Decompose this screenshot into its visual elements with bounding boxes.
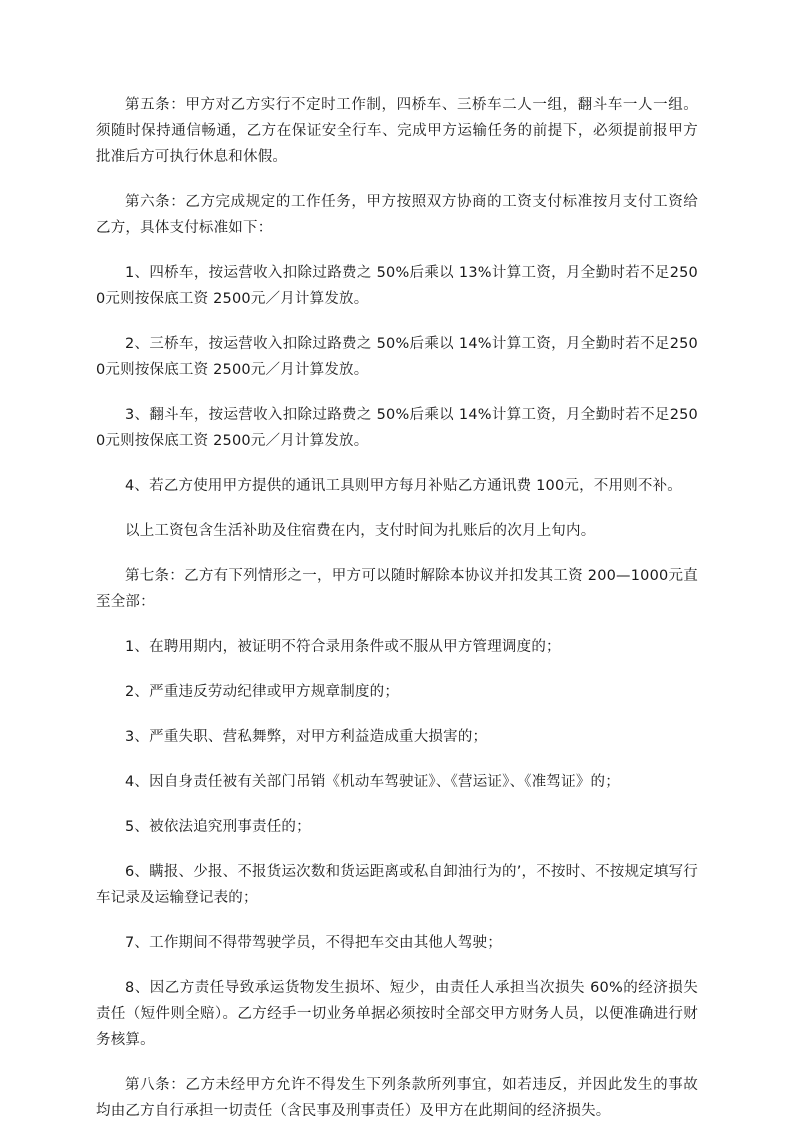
clause-7: 第七条：乙方有下列情形之一，甲方可以随时解除本协议并扣发其工资 200—1000元直至全部：: [96, 568, 698, 610]
clause-6-item-4: 4、若乙方使用甲方提供的通讯工具则甲方每月补贴乙方通讯费 100元，不用则不补。: [125, 478, 683, 494]
clause-6-item-1: 1、四桥车，按运营收入扣除过路费之 50%后乘以 13%计算工资，月全勤时若不足2500元则按保底工资 2500元／月计算发放。: [96, 265, 698, 307]
clause-7-item-2: 2、严重违反劳动纪律或甲方规章制度的；: [125, 684, 400, 700]
wage-note: 以上工资包含生活补助及住宿费在内，支付时间为扎账后的次月上旬内。: [125, 523, 596, 539]
clause-7-item-1: 1、在聘用期内，被证明不符合录用条件或不服从甲方管理调度的；: [125, 639, 561, 655]
clause-6-item-2: 2、三桥车，按运营收入扣除过路费之 50%后乘以 14%计算工资，月全勤时若不足2500元则按保底工资 2500元／月计算发放。: [96, 336, 698, 378]
document-page: [96, 92, 698, 1143]
clause-7-item-4: 4、因自身责任被有关部门吊销《机动车驾驶证》、《营运证》、《准驾证》的；: [125, 774, 620, 790]
clause-7-item-3: 3、严重失职、营私舞弊，对甲方利益造成重大损害的；: [125, 729, 488, 745]
clause-6: 第六条：乙方完成规定的工作任务，甲方按照双方协商的工资支付标准按月支付工资给乙方，具体支付标准如下：: [96, 194, 698, 236]
clause-7-item-6: 6、瞒报、少报、不报货运次数和货运距离或私自卸油行为的’，不按时、不按规定填写行车记录及运输登记表的；: [96, 864, 698, 906]
clause-8: 第八条：乙方未经甲方允许不得发生下列条款所列事宜，如若违反，并因此发生的事故均由乙方自行承担一切责任（含民事及刑事责任）及甲方在此期间的经济损失。: [96, 1077, 698, 1119]
clause-5: 第五条：甲方对乙方实行不定时工作制，四桥车、三桥车二人一组，翻斗车一人一组。须随时保持通信畅通，乙方在保证安全行车、完成甲方运输任务的前提下，必须提前报甲方批准后方可执行休息和休假。: [96, 97, 698, 165]
clause-7-item-7: 7、工作期间不得带驾驶学员，不得把车交由其他人驾驶；: [125, 935, 502, 951]
clause-6-item-3: 3、翻斗车，按运营收入扣除过路费之 50%后乘以 14%计算工资，月全勤时若不足2500元则按保底工资 2500元／月计算发放。: [96, 407, 698, 449]
clause-7-item-5: 5、被依法追究刑事责任的；: [125, 819, 311, 835]
clause-7-item-8: 8、因乙方责任导致承运货物发生损坏、短少，由责任人承担当次损失 60%的经济损失责任（短件则全赔）。乙方经手一切业务单据必须按时全部交甲方财务人员，以便准确进行财务核算。: [96, 980, 698, 1048]
